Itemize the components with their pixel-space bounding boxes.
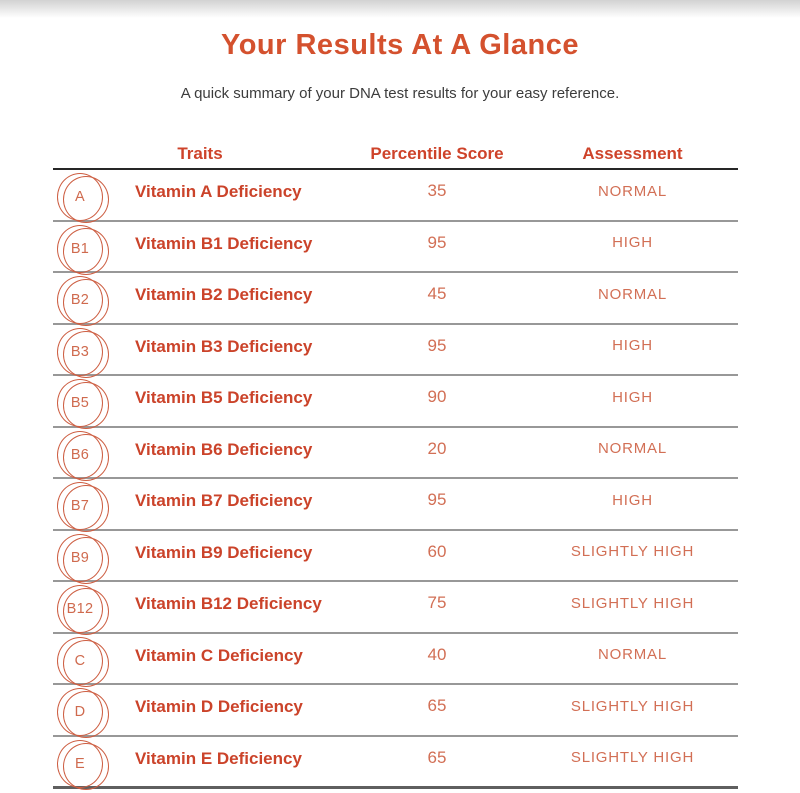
trait-name: Vitamin C Deficiency — [135, 645, 303, 665]
badge-cell — [53, 584, 115, 636]
trait-name: Vitamin B6 Deficiency — [135, 439, 313, 459]
badge-cell — [53, 378, 115, 430]
trait-name: Vitamin B7 Deficiency — [135, 491, 313, 510]
percentile-score: 95 — [427, 490, 447, 509]
badge-cell — [53, 172, 115, 224]
badge-cell — [53, 224, 115, 276]
badge-letter: B6 — [70, 446, 90, 463]
vitamin-badge — [56, 430, 112, 482]
table-row — [53, 222, 738, 274]
vitamin-badge — [56, 378, 112, 430]
assessment-value: HIGH — [612, 234, 653, 251]
percentile-score: 90 — [427, 387, 447, 406]
percentile-score: 45 — [427, 284, 447, 303]
percentile-score: 35 — [427, 181, 447, 200]
badge-letter: B1 — [70, 240, 90, 257]
badge-cell — [53, 739, 115, 791]
assessment-value: NORMAL — [598, 440, 667, 457]
badge-cell — [53, 327, 115, 379]
assessment-value: NORMAL — [598, 285, 667, 303]
column-header-assessment: Assessment — [582, 144, 683, 163]
table-row — [53, 273, 738, 325]
table-header-row — [53, 134, 738, 170]
trait-name: Vitamin D Deficiency — [135, 697, 303, 716]
assessment-value: SLIGHTLY HIGH — [570, 543, 695, 560]
badge-letter: E — [75, 755, 85, 772]
table-row — [53, 170, 738, 222]
percentile-score: 95 — [427, 232, 447, 252]
vitamin-badge — [56, 224, 112, 276]
percentile-score: 65 — [427, 747, 447, 767]
table-row — [53, 325, 738, 377]
trait-name: Vitamin A Deficiency — [135, 182, 302, 201]
vitamin-badge — [56, 584, 112, 636]
trait-name: Vitamin B5 Deficiency — [135, 388, 313, 407]
column-header-percentile-score: Percentile Score — [370, 144, 504, 163]
assessment-value: HIGH — [612, 388, 653, 406]
percentile-score: 75 — [427, 593, 447, 612]
vitamin-badge — [56, 275, 112, 327]
assessment-value: NORMAL — [598, 182, 667, 200]
page-title: Your Results At A Glance — [221, 29, 579, 61]
table-row — [53, 634, 738, 686]
percentile-score: 40 — [427, 644, 447, 664]
badge-cell — [53, 481, 115, 533]
badge-letter: B3 — [70, 343, 90, 360]
badge-cell — [53, 687, 115, 739]
badge-letter: B7 — [70, 498, 90, 514]
percentile-score: 95 — [427, 335, 447, 355]
assessment-value: SLIGHTLY HIGH — [570, 749, 695, 766]
badge-letter: A — [75, 189, 85, 205]
vitamin-badge — [56, 172, 112, 224]
trait-name: Vitamin B3 Deficiency — [135, 336, 313, 356]
badge-letter: B5 — [70, 395, 90, 411]
top-gradient-bar — [0, 0, 800, 18]
assessment-value: SLIGHTLY HIGH — [570, 697, 695, 715]
column-header-traits: Traits — [177, 144, 223, 163]
badge-letter: B2 — [70, 292, 90, 308]
badge-cell — [53, 636, 115, 688]
badge-letter: B9 — [70, 549, 90, 566]
table-row — [53, 737, 738, 790]
trait-name: Vitamin B2 Deficiency — [135, 285, 313, 304]
assessment-value: NORMAL — [598, 646, 667, 663]
badge-letter: B12 — [66, 601, 94, 617]
badge-cell — [53, 533, 115, 585]
table-row — [53, 479, 738, 531]
vitamin-badge — [56, 327, 112, 379]
vitamin-badge — [56, 687, 112, 739]
badge-letter: D — [74, 704, 86, 720]
trait-name: Vitamin B12 Deficiency — [135, 594, 322, 613]
table-row — [53, 376, 738, 428]
assessment-value: SLIGHTLY HIGH — [570, 594, 695, 612]
trait-name: Vitamin B1 Deficiency — [135, 233, 313, 253]
vitamin-badge — [56, 636, 112, 688]
percentile-score: 60 — [427, 541, 447, 561]
assessment-value: HIGH — [612, 491, 653, 509]
vitamin-badge — [56, 533, 112, 585]
results-table — [53, 134, 738, 789]
table-row — [53, 582, 738, 634]
percentile-score: 65 — [427, 696, 447, 715]
table-row — [53, 685, 738, 737]
badge-cell — [53, 275, 115, 327]
vitamin-badge — [56, 481, 112, 533]
percentile-score: 20 — [427, 438, 447, 458]
vitamin-badge — [56, 739, 112, 791]
page-subtitle: A quick summary of your DNA test results for your easy reference. — [180, 85, 620, 102]
badge-cell — [53, 430, 115, 482]
trait-name: Vitamin B9 Deficiency — [135, 542, 313, 562]
assessment-value: HIGH — [612, 337, 653, 354]
trait-name: Vitamin E Deficiency — [135, 748, 302, 768]
table-row — [53, 428, 738, 480]
badge-letter: C — [74, 652, 86, 669]
table-row — [53, 531, 738, 583]
